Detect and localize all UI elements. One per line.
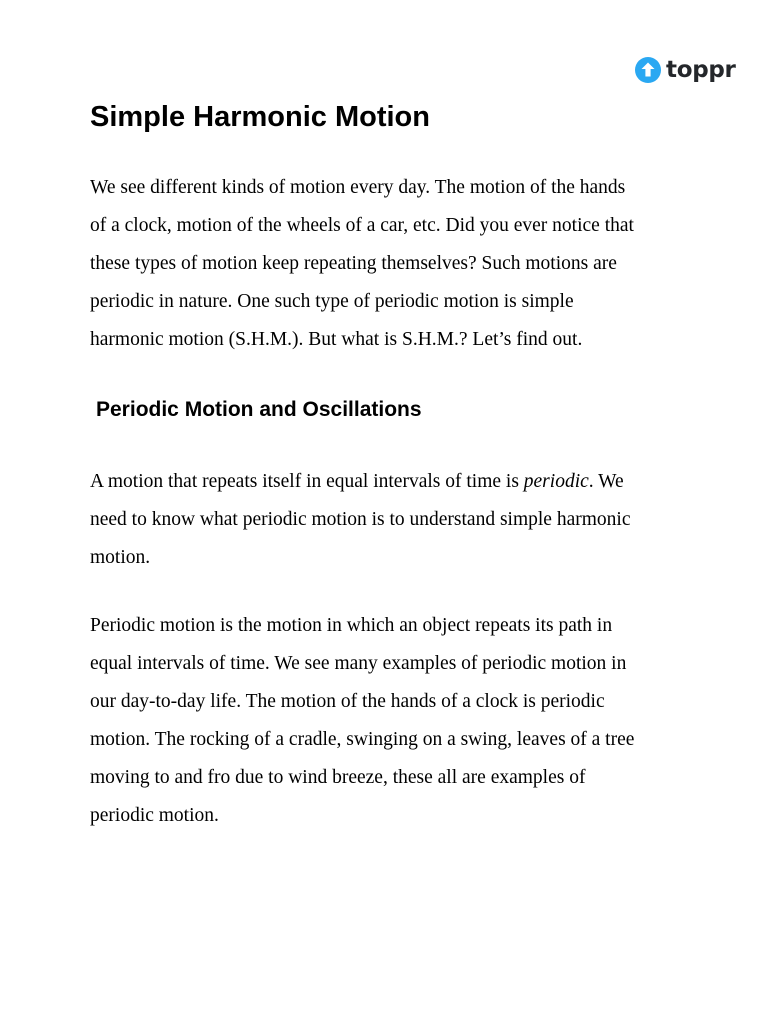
text-segment: A motion that repeats itself in equal intervals of time is [90,471,524,492]
text-line: harmonic motion (S.H.M.). But what is S.H.M.? Let’s find out. [90,329,583,350]
emphasized-term: periodic [523,471,589,492]
text-line: periodic motion. [90,805,219,826]
text-line: motion. The rocking of a cradle, swinging on a swing, leaves of a tree [90,729,635,750]
text-line [90,463,690,501]
text-line: We see different kinds of motion every day. The motion of the hands [90,177,626,198]
intro-paragraph [90,169,690,359]
up-arrow-circle-icon [635,57,661,83]
section-heading: Periodic Motion and Oscillations [96,398,422,421]
toppr-logo [635,56,736,84]
text-line: periodic in nature. One such type of periodic motion is simple [90,291,574,312]
text-line: equal intervals of time. We see many examples of periodic motion in [90,653,627,674]
periodic-definition-paragraph [90,463,690,577]
text-line: Periodic motion is the motion in which an object repeats its path in [90,615,613,636]
text-line: moving to and fro due to wind breeze, these all are examples of [90,767,586,788]
page-title: Simple Harmonic Motion [90,101,430,133]
text-segment: . We [588,471,624,492]
text-line: our day-to-day life. The motion of the hands of a clock is periodic [90,691,605,712]
text-line: need to know what periodic motion is to understand simple harmonic [90,509,631,530]
text-line: these types of motion keep repeating themselves? Such motions are [90,253,617,274]
text-line: of a clock, motion of the wheels of a car, etc. Did you ever notice that [90,215,634,236]
brand-name: toppr [666,57,736,83]
periodic-examples-paragraph [90,607,690,835]
text-line: motion. [90,547,151,568]
